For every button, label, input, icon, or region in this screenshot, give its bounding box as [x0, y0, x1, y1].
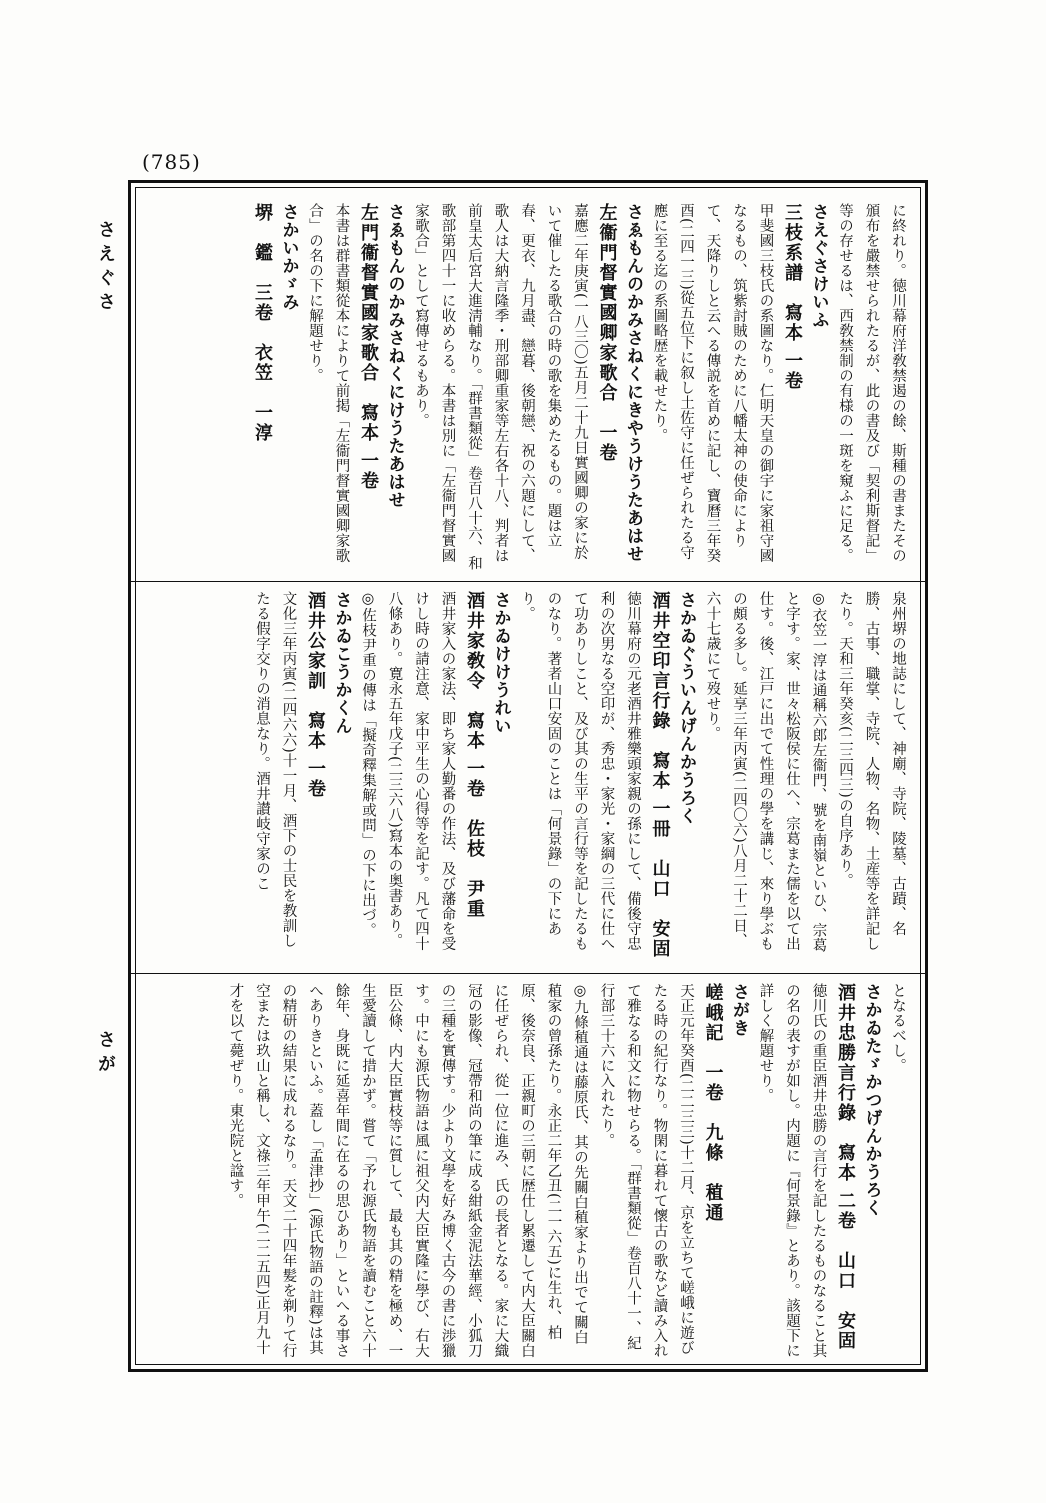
note-text: ◎衣笠一淳は通稱六郎左衞門、號を南嶺といひ、宗葛と字す。家、世々松阪侯に仕へ、宗葛また儒を以て出仕す。後、江戸に出でて性理の學を講じ、來り學ぶもの頗る多し。延享三年丙寅(二四〇六)八月二十二日、六十七歳にて歿せり。 — [704, 591, 827, 953]
entry-text: 甲斐國三枝氏の系圖なり。仁明天皇の御宇に家祖守國なるもの、筑紫討賊のために八幡太神の使命によりて、天降りしと云へる傳説を首めに記し、寶曆三年癸酉(二四一三)從五位下に叙し土佐守に任ぜられたる守應に至る迄の系圖略歴を載せたり。 — [651, 203, 774, 563]
headword: さえぐさけいふ — [808, 203, 829, 329]
entry-text: となるべし。 — [890, 983, 906, 1073]
entry-text: 嘉應二年庚寅(一八三〇)五月二十九日實國卿の家に於いて催したる歌合の時の歌を集めたるもの。題は立春、更衣、九月盡、戀暮、後朝戀、祝の六題にして、歌人は大納言隆季・刑部卿重家等左右各十八、判者は前皇太后宮大進淸輔なり。「群書類從」卷百八十六、和歌部第四十一に收めらる。本書は別に「左衞門督實國家歌合」として寫傳せるもあり。 — [413, 203, 588, 571]
text-band-2 — [145, 591, 911, 963]
text-band-3 — [145, 983, 911, 1358]
headword: さゑもんのかみさねくにきやうけうたあはせ — [623, 203, 643, 563]
note-text: ◎佐枝尹重の傳は「擬奇釋集解或問」の下に出づ。 — [360, 591, 376, 938]
entry-title: 堺 鑑 三卷 衣笠 一淳 — [252, 203, 273, 443]
page-number: (785) — [142, 150, 201, 174]
entry-title: 嵯峨記 一卷 九條 稙通 — [702, 983, 724, 1223]
headword: さゑもんのかみさねくにけうたあはせ — [384, 203, 405, 509]
headword: さかゐこうかくん — [331, 591, 352, 735]
entry-text: 徳川氏の重臣酒井忠勝の言行を記したるものなること其の名の表すが如し。内題に『何景錄』とあり。該題下に詳しく解題せり。 — [757, 983, 827, 1358]
entry-title: 酒井忠勝言行錄 寫本 二卷 山口 安固 — [835, 983, 856, 1352]
entry-title: 酒井空印言行錄 寫本 一冊 山口 安固 — [649, 591, 671, 960]
headword: さかゐぐういんげんかうろく — [676, 591, 696, 825]
entry-text: 本書は群書類從本によりて前掲「左衞門督實國卿家歌合」の名の下に解題せり。 — [307, 203, 350, 563]
headword: さかいかゞみ — [278, 203, 299, 311]
entry-title: 酒井公家訓 寫本 一卷 — [305, 591, 326, 800]
note-text: ◎九條稙通は藤原氏、其の先關白稙家より出でて關白稙家の曾孫たり。永正二年乙丑(二一六五)に生れ、柏原、後奈良、正親町の三朝に歴仕し累遷して内大臣關白に任ぜられ、從一位に進み、氏の長者となる。家に大織冠の影像、冠帶和尚の筆に成る紺紙金泥法華經、小狐刀の三種を實傳す。少より文學を好み博く古今の書に渉獵す。中にも源氏物語は風に祖父内大臣實隆に學び、右大臣公條、内大臣實枝等に質して、最も其の精を極め、一生愛讀して措かず。嘗て「予れ源氏物語を讀むこと六十餘年、身既に延喜年間に在るの思ひあり」といへる事さへありきといふ。蓋し「孟津抄」(源氏物語の註釋)は其の精研の結果に成れるなり。天文二十四年髪を剃りて行空または玖山と稱し、文祿三年甲午(二二五四)正月九十才を以て薨ぜり。東光院と諡す。 — [227, 983, 588, 1358]
headword: さかゐたゞかつげんかうろく — [861, 983, 882, 1217]
band-divider-1 — [131, 581, 925, 582]
entry-text: 文化三年丙寅(二四六六)十一月、酒下の士民を教訓したる假字交りの消息なり。酒井讃岐守家のこ — [254, 591, 297, 949]
entry-text: 天正元年癸酉(二二三三)十二月、京を立ちて嵯峨に遊びたる時の紀行なり。物閑に暮れて懷古の歌など讀み入れて雅なる和文に物せらる。「群書類從」卷百八十一、紀行部三十六に入れたり。 — [598, 983, 694, 1358]
margin-word-lower: さが — [95, 1030, 116, 1078]
entry-title: 酒井家敎令 寫本 一卷 佐枝 尹重 — [464, 591, 485, 920]
entry-text: 徳川幕府の元老酒井雅樂頭家親の孫にして、備後守忠利の次男なる空印が、秀忠・家光・家綱の三代に仕へて功ありしこと、及び其の生平の言行等を記したるものなり。著者山口安固のことは「何景錄」の下にあり。 — [519, 591, 641, 951]
margin-word-upper: さえぐさ — [95, 220, 116, 316]
entry-title: 三枝系譜 寫本 一卷 — [782, 203, 803, 392]
headword: さかゐけけうれい — [490, 591, 511, 735]
text-band-1 — [145, 203, 911, 573]
entry-text: 酒井家入の家法、即ち家人勤番の作法、及び藩命を受けし時の請注意、家中平生の心得等を記す。凡て四十八條あり。寛永五年戊子(二三六八)寫本の奥書あり。 — [386, 591, 456, 951]
entry-title: 左衞門督實國卿家歌合 一卷 — [596, 203, 618, 463]
page-frame — [128, 180, 928, 1372]
entry-text: 泉州堺の地誌にして、神廟、寺院、陵墓、古蹟、名勝、古事、職掌、寺院、人物、名物、土産等を詳記したり。天和三年癸亥(二三四三)の自序あり。 — [837, 591, 906, 951]
headword: さがき — [729, 983, 749, 1037]
entry-title: 左門衞督實國家歌合 寫本 一卷 — [358, 203, 379, 492]
entry-text: に終れり。徳川幕府洋敎禁遏の餘、斯種の書またその頒布を嚴禁せられたるが、此の書及び「契利斯督記」等の存せるは、西敎禁制の有様の一斑を窺ふに足る。 — [837, 203, 906, 563]
band-divider-2 — [131, 973, 925, 974]
